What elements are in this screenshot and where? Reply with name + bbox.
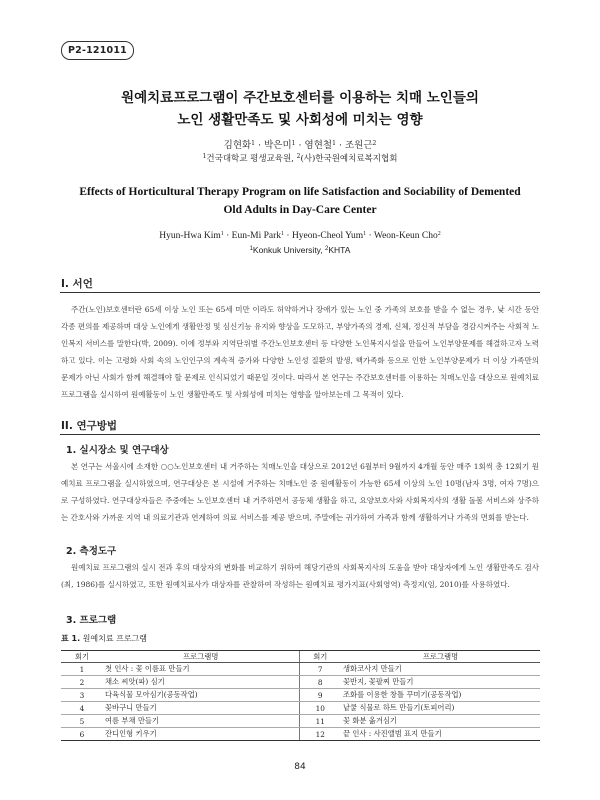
authors-korean: 김현화$^1$ · 박은미$^1$ · 염현철$^1$ · 조원근$^2$ (223, 140, 377, 151)
subsection-1-heading: 1. 실시장소 및 연구대상 (66, 445, 169, 456)
affiliation-korean: $^1$건국대학교 평생교육원, $^2$(사)한국원예치료복지협회 (202, 153, 398, 164)
subsection-2-paragraph: 원예치료 프로그램의 실시 전과 후의 대상자의 변화를 비교하기 위하여 해당기관의 사회복지사의 도움을 받아 대상자에게 노인 생활만족도 검사(최, 1986)를 실시하였고, 또한 원예치료사가 대상자를 관찰하여 작성하는 원예치료 평가지표(사회영역) 측정지(임, 2010)를 사용하였다. (61, 563, 539, 589)
table-row: 3 다육식물 모아심기(공동작업) 9 조화를 이용한 창틀 꾸미기(공동작업) (61, 689, 540, 702)
header-program: 프로그램명 (103, 651, 299, 663)
paper-code-badge: P2-121011 (61, 41, 134, 60)
header-session: 회기 (299, 651, 341, 663)
author-name: 조원근 (345, 140, 373, 151)
table-caption: 표 1. 원예치료 프로그램 (61, 634, 148, 643)
author-name: 김현화 (223, 140, 252, 151)
authors-english: Hyun-Hwa Kim$^1$ · Eun-Mi Park$^1$ · Hyeon-Cheol Yum$^1$ · Weon-Keun Cho$^2$ (159, 231, 441, 241)
title-english-line-2: Old Adults in Day-Care Center (223, 204, 377, 216)
table-row: 5 여름 부채 만들기 11 꽃 화분 옮겨심기 (61, 715, 540, 728)
table-row: 4 꽃바구니 만들기 10 낱쿨 식물로 하트 만들기(토피어리) (61, 702, 540, 715)
section-1-heading: I. 서언 (61, 278, 93, 290)
title-korean-line-2: 노인 생활만족도 및 사회성에 미치는 영향 (177, 112, 423, 128)
header-program: 프로그램명 (341, 651, 540, 663)
header-session: 회기 (61, 651, 103, 663)
table-row: 1 첫 인사 : 꽃 이름표 만들기 7 생화코사지 만들기 (61, 663, 540, 676)
author-name: 박은미 (264, 140, 292, 151)
program-table (61, 650, 540, 741)
affiliation-english: $^1$Konkuk University, $^2$KHTA (249, 245, 351, 255)
table-row: 6 잔디인형 키우기 12 끝 인사 : 사진앨범 표지 만들기 (61, 728, 540, 741)
page-number: 84 (294, 762, 306, 772)
section-divider (60, 434, 540, 435)
subsection-3-heading: 3. 프로그램 (66, 615, 117, 626)
section-1-paragraph: 주간(노인)보호센터란 65세 이상 노인 또는 65세 미만 이라도 허약하거나 장애가 있는 노인 중 가족의 보호를 받을 수 없는 경우, 낮 시간 동안 각종 편의를 제공하며 대상 노인에게 생활안정 및 심신기능 유지와 향상을 도모하고, 부양가족의 경제, 신체, 정신적 부담을 경감시켜주는 사회적 노인복지 서비스를 말한다(박, 2009). 이에 정부와 지역단위별 주간노인보호센터 등 다양한 노인복지시설을 만들어 노인부양문제를 해결하고자 노력하고 있다. 이는 고령화 사회 속의 노인인구의 계속적 증가와 다양한 노인성 질환의 발생, 핵가족화 등으로 인한 노인부양문제가 더 이상 가족만의 문제가 아닌 사회가 함께 해결해야 할 문제로 인식되었기 때문일 것이다. 따라서 본 연구는 주간보호센터를 이용하는 치매노인을 대상으로 원예치료 프로그램을 실시하여 원예활동이 노인 생활만족도 및 사회성에 미치는 영향을 알아보는데 그 목적이 있다. (61, 305, 539, 399)
subsection-1-paragraph: 본 연구는 서울시에 소재한 ○○노인보호센터 내 거주하는 치매노인을 대상으로 2012년 6월부터 9월까지 4개월 동안 매주 1회씩 총 12회기 원예치료 프로그램을 실시하였으며, 연구대상은 본 시설에 거주하는 치매노인 중 원예활동이 가능한 65세 이상의 노인 10명(남자 3명, 여자 7명)으로 구성하였다. 연구대상자들은 주중에는 노인보호센터 내 거주하면서 공동체 생활을 하고, 요양보호사와 사회복지사의 생활 돌봄 서비스와 상주하는 간호사와 가까운 지역 내 의료기관과 연계하여 의료 서비스를 제공 받으며, 주말에는 귀가하여 가족과 함께 생활하거나 가족의 면회를 받는다. (61, 462, 539, 522)
subsection-2-heading: 2. 측정도구 (66, 546, 117, 557)
section-divider (60, 292, 540, 293)
table-row: 2 채소 씨앗(파) 심기 8 꽃반지, 꽃팔찌 만들기 (61, 676, 540, 689)
title-korean-line-1: 원예치료프로그램이 주간보호센터를 이용하는 치매 노인들의 (121, 90, 479, 106)
author-name: 염현철 (304, 140, 333, 151)
section-2-heading: II. 연구방법 (61, 420, 118, 432)
title-english-line-1: Effects of Horticultural Therapy Program on life Satisfaction and Sociability of Demented (79, 186, 521, 198)
table-header-row (61, 651, 540, 663)
